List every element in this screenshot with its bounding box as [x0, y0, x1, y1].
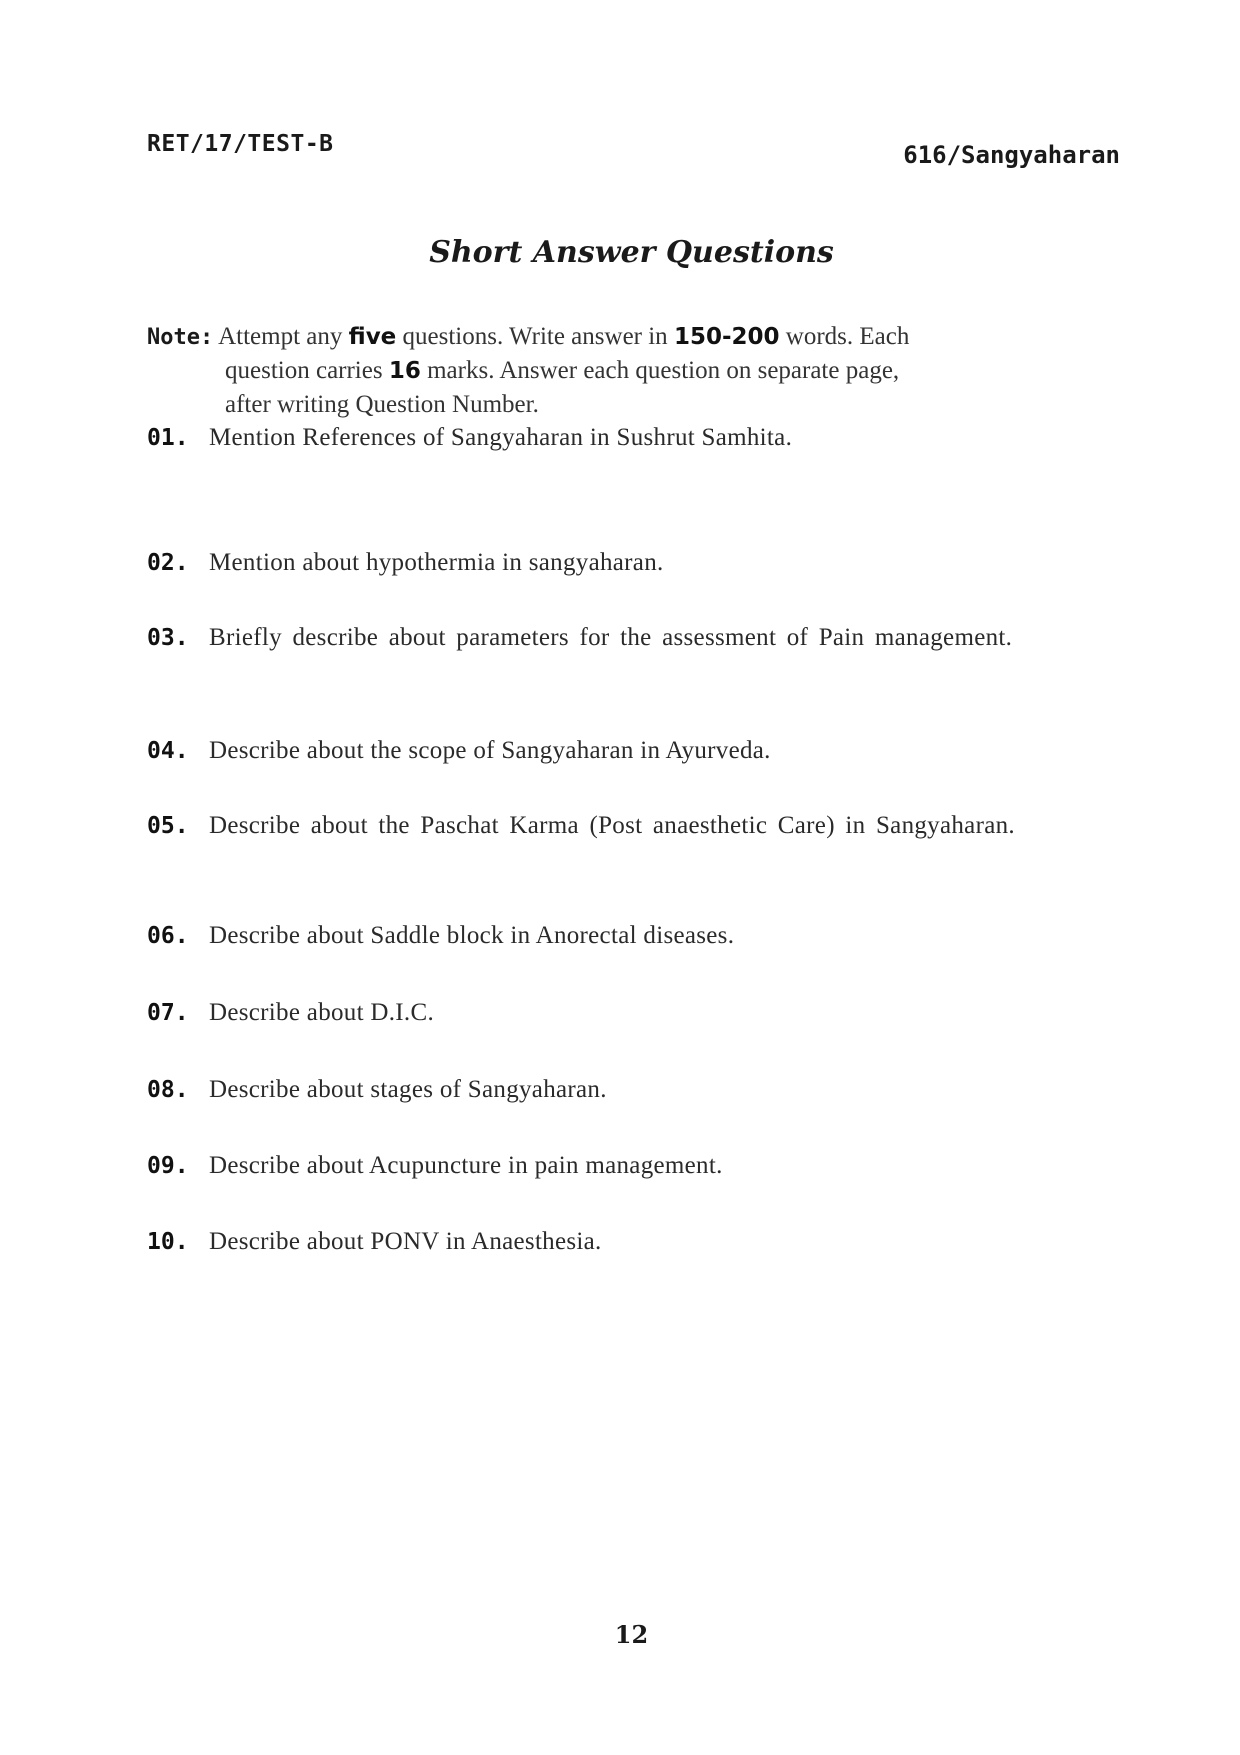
question-number: 02. — [147, 550, 189, 576]
question-text: Describe about the Paschat Karma (Post anaesthetic Care) in Sangyaharan. — [209, 812, 1015, 839]
question-item — [147, 997, 1127, 1029]
paper-code: RET/17/TEST-B — [147, 131, 334, 157]
question-text: Describe about the scope of Sangyaharan in Ayurveda. — [209, 737, 771, 764]
question-item — [147, 422, 1127, 454]
note-bold-words: 150-200 — [673, 324, 780, 350]
instructions-note — [147, 320, 1127, 421]
note-text: marks. Answer each question on separate page, — [420, 357, 900, 384]
note-bold-count: five — [348, 324, 397, 350]
question-item — [147, 1150, 1127, 1182]
question-item — [147, 622, 1127, 654]
question-number: 06. — [147, 923, 189, 949]
note-label: Note: — [147, 325, 214, 350]
question-item — [147, 920, 1127, 952]
note-text: after writing Question Number. — [225, 391, 539, 418]
question-number: 03. — [147, 625, 189, 651]
question-number: 09. — [147, 1153, 189, 1179]
question-item — [147, 1226, 1127, 1258]
note-text: question carries — [225, 357, 389, 384]
note-text: words. Each — [779, 323, 910, 350]
question-number: 07. — [147, 1000, 189, 1026]
question-item — [147, 735, 1127, 767]
question-number: 08. — [147, 1077, 189, 1103]
question-text: Mention References of Sangyaharan in Sushrut Samhita. — [209, 424, 793, 451]
question-number: 10. — [147, 1229, 189, 1255]
subject-code: 616/Sangyaharan — [903, 141, 1120, 169]
question-item — [147, 1074, 1127, 1106]
question-text: Describe about Saddle block in Anorectal diseases. — [209, 922, 735, 949]
question-text: Describe about Acupuncture in pain management. — [209, 1152, 723, 1179]
note-bold-marks: 16 — [388, 358, 421, 384]
question-number: 05. — [147, 813, 189, 839]
question-text: Describe about stages of Sangyaharan. — [209, 1076, 607, 1103]
question-text: Mention about hypothermia in sangyaharan. — [209, 549, 664, 576]
question-text: Describe about D.I.C. — [209, 999, 434, 1026]
note-text: questions. Write answer in — [396, 323, 674, 350]
question-number: 04. — [147, 738, 189, 764]
question-item — [147, 547, 1127, 579]
note-text: Attempt any — [213, 323, 349, 350]
question-number: 01. — [147, 425, 189, 451]
section-title: Short Answer Questions — [429, 235, 834, 270]
question-text: Briefly describe about parameters for the assessment of Pain management. — [209, 624, 1013, 651]
page-number: 12 — [614, 1620, 649, 1649]
question-text: Describe about PONV in Anaesthesia. — [209, 1228, 602, 1255]
question-item — [147, 810, 1127, 842]
